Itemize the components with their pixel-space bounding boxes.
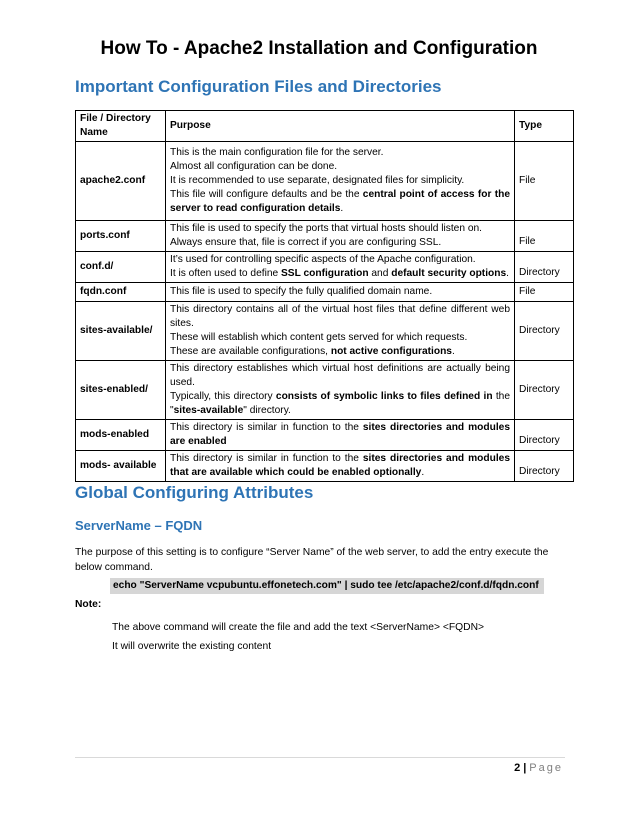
section-heading-global-attributes: Global Configuring Attributes [75,483,314,502]
row-purpose [166,361,515,420]
purpose-text: and [368,268,392,279]
purpose-emphasis: default security options [391,268,507,279]
row-name: fqdn.conf [76,283,166,302]
row-purpose [166,283,515,302]
row-type: File [515,142,574,221]
purpose-text: These are available configurations, [170,346,331,357]
purpose-emphasis: not active configurations [330,346,452,357]
row-purpose [166,451,515,482]
purpose-emphasis: SSL configuration [281,268,369,279]
page-number: 2 [514,762,521,774]
purpose-line: This directory establishes which virtual host definitions are actually being used. [170,363,510,388]
column-header-type: Type [515,111,574,142]
table-header-row [76,111,574,142]
row-purpose [166,302,515,361]
table-row [76,451,574,482]
purpose-text: the " [170,391,510,416]
purpose-emphasis: consists of symbolic links to files defined in [275,391,493,402]
purpose-line: This file is used to specify the ports that virtual hosts should listen on. [170,223,483,234]
purpose-emphasis: sites directories and modules are enabled [170,422,510,447]
row-purpose [166,252,515,283]
purpose-line: This is the main configuration file for the server. [170,147,384,158]
row-name: mods- available [76,451,166,482]
row-type: Directory [515,361,574,420]
purpose-line: It’s used for controlling specific aspects of the Apache configuration. [170,254,476,265]
purpose-text: This directory is similar in function to the [170,453,363,464]
purpose-emphasis: central point of access for the server to read configuration details [170,189,510,214]
row-purpose [166,221,515,252]
table-row [76,420,574,451]
row-name: ports.conf [76,221,166,252]
purpose-line: These will establish which content gets served for which requests. [170,332,468,343]
purpose-text: This directory is similar in function to the [170,422,363,433]
row-type: File [515,283,574,302]
servername-paragraph: The purpose of this setting is to configure “Server Name” of the web server, to add the entry execute the below command. [75,547,549,573]
subheading-servername: ServerName – FQDN [75,518,203,533]
purpose-text: . [451,346,455,357]
table-row [76,361,574,420]
purpose-emphasis: sites directories and modules that are available which could be enabled optionally [170,453,510,478]
row-name: sites-enabled/ [76,361,166,420]
purpose-text: . [421,467,425,478]
page-footer [514,762,563,774]
row-type: Directory [515,451,574,482]
document-title: How To - Apache2 Installation and Configuration [100,38,538,59]
purpose-text: Typically, this directory [170,391,276,402]
note-line: The above command will create the file and add the text <ServerName> <FQDN> [112,622,485,633]
row-type: File [515,221,574,252]
purpose-emphasis: sites-available [173,405,244,416]
row-name: mods-enabled [76,420,166,451]
section-heading-config-files: Important Configuration Files and Directories [75,77,442,96]
note-line: It will overwrite the existing content [112,641,272,652]
config-files-table [75,110,574,482]
purpose-line: This directory contains all of the virtual host files that define different web sites. [170,304,510,329]
table-row [76,142,574,221]
purpose-text: " directory. [243,405,291,416]
purpose-text: . [340,203,344,214]
row-purpose [166,142,515,221]
page-label: Page [529,762,563,774]
purpose-line: It is recommended to use separate, designated files for simplicity. [170,175,465,186]
row-name: conf.d/ [76,252,166,283]
row-type: Directory [515,302,574,361]
row-type: Directory [515,420,574,451]
footer-divider [75,757,565,758]
row-name: sites-available/ [76,302,166,361]
purpose-line: Always ensure that, file is correct if you are configuring SSL. [170,237,442,248]
column-header-purpose: Purpose [166,111,515,142]
table-row [76,283,574,302]
table-row [76,252,574,283]
purpose-line: This file is used to specify the fully qualified domain name. [170,286,433,297]
footer-separator: | [523,762,527,774]
row-type: Directory [515,252,574,283]
purpose-text: It is often used to define [170,268,282,279]
column-header-name: File / Directory Name [76,111,166,142]
table-row [76,302,574,361]
purpose-line: This file will configure defaults and be the [170,189,363,200]
note-label: Note: [75,599,102,610]
purpose-text: . [506,268,509,279]
command-snippet: echo "ServerName vcpubuntu.effonetech.com" | sudo tee /etc/apache2/conf.d/fqdn.conf [110,578,544,594]
purpose-line: Almost all configuration can be done. [170,161,338,172]
row-name: apache2.conf [76,142,166,221]
table-row [76,221,574,252]
row-purpose [166,420,515,451]
